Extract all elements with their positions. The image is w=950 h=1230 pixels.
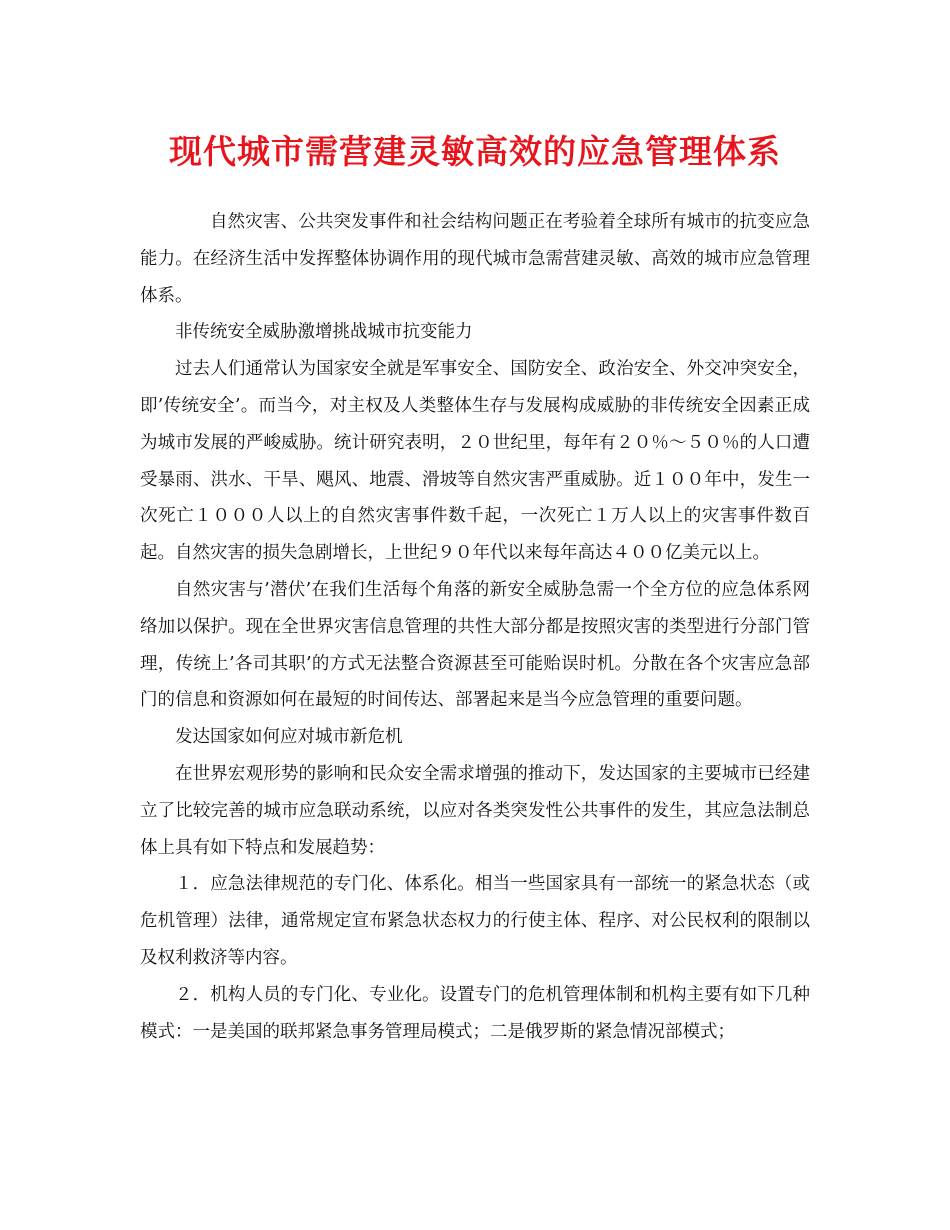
list-item-1: １．应急法律规范的专门化、体系化。相当一些国家具有一部统一的紧急状态（或危机管理）法律，通常规定宣布紧急状态权力的行使主体、程序、对公民权利的限制以及权利救济等内容。 (140, 874, 810, 968)
document-title: 现代城市需营建灵敏高效的应急管理体系 (169, 132, 781, 171)
intro-paragraph: 自然灾害、公共突发事件和社会结构问题正在考验着全球所有城市的抗变应急能力。在经济生活中发挥整体协调作用的现代城市急需营建灵敏、高效的城市应急管理体系。 (140, 212, 810, 306)
document-body (140, 204, 810, 1050)
paragraph-urban-linkage-system: 在世界宏观形势的影响和民众安全需求增强的推动下，发达国家的主要城市已经建立了比较完善的城市应急联动系统，以应对各类突发性公共事件的发生，其应急法制总体上具有如下特点和发展趋势： (140, 763, 810, 858)
paragraph-emergency-network: 自然灾害与’潜伏’在我们生活每个角落的新安全威胁急需一个全方位的应急体系网络加以保护。现在全世界灾害信息管理的共性大部分都是按照灾害的类型进行分部门管理，传统上’各司其职’的方式无法整合资源甚至可能贻误时机。分散在各个灾害应急部门的信息和资源如何在最短的时间传达、部署起来是当今应急管理的重要问题。 (140, 579, 810, 711)
section-heading-nontraditional-security: 非传统安全威胁激增挑战城市抗变能力 (175, 322, 473, 343)
list-item-2: ２．机构人员的专门化、专业化。设置专门的危机管理体制和机构主要有如下几种模式：一是美国的联邦紧急事务管理局模式；二是俄罗斯的紧急情况部模式； (140, 984, 810, 1042)
paragraph-traditional-security: 过去人们通常认为国家安全就是军事安全、国防安全、政治安全、外交冲突安全，即’传统安全’。而当今，对主权及人类整体生存与发展构成威胁的非传统安全因素正成为城市发展的严峻威胁。统计研究表明，２０世纪里，每年有２０％～５０％的人口遭受暴雨、洪水、干旱、飓风、地震、滑坡等自然灾害严重威胁。近１００年中，发生一次死亡１０００人以上的自然灾害事件数千起，一次死亡１万人以上的灾害事件数百起。自然灾害的损失急剧增长，上世纪９０年代以来每年高达４００亿美元以上。 (140, 359, 810, 564)
section-heading-developed-countries: 发达国家如何应对城市新危机 (175, 727, 403, 748)
